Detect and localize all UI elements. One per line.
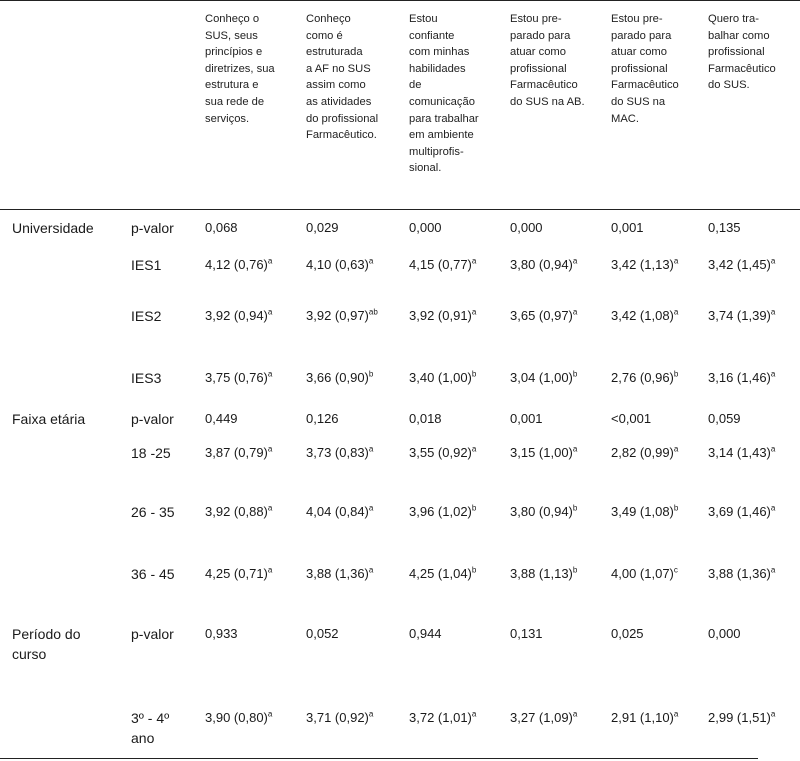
cell-value: 0,029 — [306, 220, 339, 235]
table-cell — [611, 624, 644, 644]
cell-superscript: a — [770, 444, 776, 454]
cell-value: 3,92 (0,91) — [409, 308, 472, 323]
table-cell — [708, 409, 741, 429]
header-line: balhar como — [708, 29, 770, 42]
cell-value: 3,80 (0,94) — [510, 257, 573, 272]
header-line: Estou pre- — [510, 13, 562, 25]
cell-superscript: a — [572, 444, 578, 454]
cell-value: 4,25 (1,04) — [409, 566, 472, 581]
cell-value: 3,55 (0,92) — [409, 445, 472, 460]
cell-value: 3,80 (0,94) — [510, 504, 573, 519]
header-line: habilidades — [409, 62, 466, 75]
cell-value: 3,92 (0,88) — [205, 504, 268, 519]
header-line: para trabalhar — [409, 112, 479, 125]
header-line: atuar como — [510, 46, 566, 59]
table-cell — [306, 708, 373, 728]
cell-superscript: a — [267, 503, 273, 513]
cell-superscript: b — [471, 369, 477, 379]
group-label-line: Período do — [12, 626, 81, 642]
row-label-line: 26 - 35 — [131, 504, 175, 520]
table-cell — [205, 255, 272, 275]
header-line: como é — [306, 29, 343, 42]
column-header — [409, 11, 479, 177]
cell-value: 0,052 — [306, 626, 339, 641]
table-cell — [510, 564, 577, 584]
table-cell — [409, 255, 476, 275]
table-cell — [708, 564, 775, 584]
table-cell — [205, 409, 238, 429]
cell-value: 2,99 (1,51) — [708, 710, 771, 725]
cell-superscript: a — [770, 307, 776, 317]
row-label — [131, 708, 169, 748]
table-cell — [611, 708, 678, 728]
cell-value: 0,025 — [611, 626, 644, 641]
cell-superscript: a — [267, 307, 273, 317]
cell-superscript: a — [368, 565, 374, 575]
table-cell — [708, 708, 775, 728]
table-cell — [205, 368, 272, 388]
cell-superscript: b — [673, 369, 679, 379]
cell-superscript: b — [572, 369, 578, 379]
cell-value: 3,14 (1,43) — [708, 445, 771, 460]
table-cell — [205, 306, 272, 326]
cell-value: 4,25 (0,71) — [205, 566, 268, 581]
row-label — [131, 502, 175, 522]
cell-value: 0,933 — [205, 626, 238, 641]
cell-value: 0,000 — [708, 626, 741, 641]
header-line: Conheço — [306, 13, 351, 25]
cell-value: 3,87 (0,79) — [205, 445, 268, 460]
cell-value: 3,15 (1,00) — [510, 445, 573, 460]
header-line: de — [409, 79, 422, 92]
cell-value: 3,72 (1,01) — [409, 710, 472, 725]
cell-value: 3,42 (1,13) — [611, 257, 674, 272]
cell-value: <0,001 — [611, 411, 652, 426]
table-cell — [306, 624, 339, 644]
header-line: Farmacêutico — [510, 79, 578, 92]
bottom-rule — [0, 758, 758, 759]
cell-value: 3,75 (0,76) — [205, 370, 268, 385]
cell-value: 0,000 — [409, 220, 442, 235]
table-cell — [409, 708, 476, 728]
table-cell — [611, 443, 678, 463]
column-header — [708, 11, 776, 94]
table-cell — [205, 502, 272, 522]
cell-superscript: b — [673, 503, 679, 513]
table-cell — [510, 443, 577, 463]
header-line: serviços. — [205, 112, 250, 125]
cell-value: 4,10 (0,63) — [306, 257, 369, 272]
row-label-line: IES2 — [131, 308, 162, 324]
cell-value: 3,66 (0,90) — [306, 370, 369, 385]
header-line: do SUS na — [611, 95, 666, 108]
cell-superscript: a — [267, 256, 273, 266]
table-cell — [306, 306, 378, 326]
cell-value: 0,944 — [409, 626, 442, 641]
cell-value: 3,73 (0,83) — [306, 445, 369, 460]
cell-value: 3,96 (1,02) — [409, 504, 472, 519]
table-cell — [306, 218, 339, 238]
table-cell — [708, 368, 775, 388]
cell-value: 3,27 (1,09) — [510, 710, 573, 725]
group-label-line: Universidade — [12, 220, 94, 236]
header-line: assim como — [306, 79, 366, 92]
table-cell — [205, 218, 238, 238]
cell-value: 3,74 (1,39) — [708, 308, 771, 323]
table-cell — [708, 443, 775, 463]
cell-superscript: a — [471, 444, 477, 454]
cell-superscript: a — [267, 709, 273, 719]
column-header — [611, 11, 679, 127]
table-cell — [510, 306, 577, 326]
header-line: profissional — [611, 62, 668, 75]
cell-value: 3,88 (1,36) — [708, 566, 771, 581]
table-cell — [409, 502, 476, 522]
row-label-line: IES3 — [131, 370, 162, 386]
row-label — [131, 368, 161, 388]
cell-superscript: b — [368, 369, 374, 379]
cell-value: 3,49 (1,08) — [611, 504, 674, 519]
header-line: princípios e — [205, 46, 263, 59]
cell-value: 3,42 (1,45) — [708, 257, 771, 272]
cell-superscript: a — [368, 709, 374, 719]
cell-superscript: a — [770, 709, 776, 719]
table-cell — [306, 564, 373, 584]
group-label-line: curso — [12, 646, 47, 662]
row-label-line: ano — [131, 730, 155, 746]
header-line: confiante — [409, 29, 455, 42]
column-header — [205, 11, 275, 127]
table-cell — [205, 708, 272, 728]
table-cell — [510, 255, 577, 275]
cell-superscript: a — [267, 565, 273, 575]
cell-value: 0,001 — [611, 220, 644, 235]
cell-value: 3,69 (1,46) — [708, 504, 771, 519]
group-label-line: Faixa etária — [12, 411, 86, 427]
table-cell — [510, 409, 543, 429]
cell-superscript: a — [471, 709, 477, 719]
cell-value: 3,04 (1,00) — [510, 370, 573, 385]
row-label-line: IES1 — [131, 257, 162, 273]
row-label — [131, 306, 161, 326]
header-line: Quero tra- — [708, 13, 759, 25]
header-line: parado para — [510, 29, 571, 42]
table-cell — [510, 708, 577, 728]
cell-superscript: b — [471, 503, 477, 513]
cell-superscript: a — [368, 256, 374, 266]
row-label — [131, 255, 161, 275]
header-line: SUS, seus — [205, 29, 258, 42]
cell-value: 3,40 (1,00) — [409, 370, 472, 385]
cell-value: 3,92 (0,94) — [205, 308, 268, 323]
cell-superscript: a — [770, 565, 776, 575]
table-cell — [306, 502, 373, 522]
cell-superscript: a — [673, 709, 679, 719]
header-line: Farmacêutico — [611, 79, 679, 92]
header-line: comunicação — [409, 95, 475, 108]
cell-value: 0,131 — [510, 626, 543, 641]
cell-value: 4,15 (0,77) — [409, 257, 472, 272]
header-line: multiprofis- — [409, 145, 464, 158]
header-line: atuar como — [611, 46, 667, 59]
row-label — [131, 564, 175, 584]
cell-value: 4,12 (0,76) — [205, 257, 268, 272]
column-header — [510, 11, 585, 111]
table-cell — [611, 409, 651, 429]
cell-value: 3,88 (1,36) — [306, 566, 369, 581]
cell-value: 3,90 (0,80) — [205, 710, 268, 725]
top-rule — [0, 0, 800, 1]
header-line: Estou — [409, 13, 438, 25]
row-label-line: p-valor — [131, 411, 174, 427]
row-label — [131, 443, 171, 463]
cell-superscript: a — [673, 307, 679, 317]
cell-value: 4,00 (1,07) — [611, 566, 674, 581]
header-line: sional. — [409, 162, 442, 175]
header-line: diretrizes, sua — [205, 62, 275, 75]
cell-value: 0,001 — [510, 411, 543, 426]
row-label-line: p-valor — [131, 220, 174, 236]
cell-superscript: a — [471, 256, 477, 266]
header-line: do SUS na AB. — [510, 95, 585, 108]
cell-value: 3,65 (0,97) — [510, 308, 573, 323]
cell-superscript: ab — [368, 307, 378, 317]
header-line: Farmacêutico. — [306, 129, 377, 142]
row-label — [131, 624, 174, 644]
header-line: com minhas — [409, 46, 470, 59]
cell-superscript: b — [572, 503, 578, 513]
cell-value: 0,068 — [205, 220, 238, 235]
table-cell — [708, 255, 775, 275]
table-cell — [611, 502, 678, 522]
table-cell — [611, 368, 678, 388]
cell-superscript: a — [572, 709, 578, 719]
header-line: a AF no SUS — [306, 62, 371, 75]
cell-superscript: a — [770, 369, 776, 379]
header-line: Conheço o — [205, 13, 260, 25]
header-line: do profissional — [306, 112, 379, 125]
header-line: MAC. — [611, 112, 639, 125]
cell-value: 2,76 (0,96) — [611, 370, 674, 385]
table-cell — [611, 255, 678, 275]
cell-value: 0,449 — [205, 411, 238, 426]
group-label — [12, 624, 81, 664]
cell-value: 2,91 (1,10) — [611, 710, 674, 725]
cell-value: 4,04 (0,84) — [306, 504, 369, 519]
table-cell — [708, 218, 741, 238]
cell-value: 3,88 (1,13) — [510, 566, 573, 581]
table-cell — [708, 502, 775, 522]
cell-superscript: a — [673, 256, 679, 266]
group-label — [12, 409, 85, 429]
cell-value: 3,42 (1,08) — [611, 308, 674, 323]
table-cell — [611, 218, 644, 238]
table-cell — [409, 218, 442, 238]
header-line: do SUS. — [708, 79, 750, 92]
table-cell — [306, 409, 339, 429]
group-label — [12, 218, 94, 238]
table-cell — [409, 624, 442, 644]
cell-value: 3,92 (0,97) — [306, 308, 369, 323]
table-cell — [205, 624, 238, 644]
table-cell — [205, 564, 272, 584]
row-label — [131, 218, 174, 238]
header-line: estrutura e — [205, 79, 259, 92]
cell-superscript: b — [572, 565, 578, 575]
table-cell — [708, 306, 775, 326]
header-line: as atividades — [306, 95, 372, 108]
cell-superscript: a — [368, 444, 374, 454]
table-cell — [306, 255, 373, 275]
header-line: parado para — [611, 29, 672, 42]
table-cell — [409, 564, 476, 584]
cell-superscript: a — [572, 307, 578, 317]
cell-value: 2,82 (0,99) — [611, 445, 674, 460]
header-line: em ambiente — [409, 129, 474, 142]
header-line: profissional — [708, 46, 765, 59]
header-line: Estou pre- — [611, 13, 663, 25]
header-rule — [0, 209, 800, 210]
cell-superscript: c — [673, 565, 678, 575]
column-header — [306, 11, 378, 144]
table-cell — [611, 564, 678, 584]
cell-value: 3,71 (0,92) — [306, 710, 369, 725]
cell-superscript: a — [267, 369, 273, 379]
row-label-line: 36 - 45 — [131, 566, 175, 582]
header-line: profissional — [510, 62, 567, 75]
table-cell — [306, 368, 373, 388]
cell-superscript: a — [770, 503, 776, 513]
table-cell — [409, 409, 442, 429]
table-cell — [409, 368, 476, 388]
cell-superscript: a — [471, 307, 477, 317]
cell-value: 0,135 — [708, 220, 741, 235]
cell-superscript: a — [673, 444, 679, 454]
cell-value: 0,000 — [510, 220, 543, 235]
table-cell — [708, 624, 741, 644]
row-label-line: p-valor — [131, 626, 174, 642]
table-cell — [510, 502, 577, 522]
cell-superscript: b — [471, 565, 477, 575]
header-line: sua rede de — [205, 95, 265, 108]
table-cell — [611, 306, 678, 326]
cell-value: 0,018 — [409, 411, 442, 426]
cell-superscript: a — [770, 256, 776, 266]
cell-superscript: a — [267, 444, 273, 454]
table-cell — [409, 443, 476, 463]
table-cell — [510, 624, 543, 644]
cell-superscript: a — [572, 256, 578, 266]
table-cell — [510, 368, 577, 388]
header-line: Farmacêutico — [708, 62, 776, 75]
cell-value: 0,059 — [708, 411, 741, 426]
table-cell — [409, 306, 476, 326]
table-cell — [205, 443, 272, 463]
header-line: estruturada — [306, 46, 363, 59]
row-label-line: 18 -25 — [131, 445, 171, 461]
table-cell — [510, 218, 543, 238]
cell-superscript: a — [368, 503, 374, 513]
row-label-line: 3º - 4º — [131, 710, 170, 726]
row-label — [131, 409, 174, 429]
table-cell — [306, 443, 373, 463]
cell-value: 3,16 (1,46) — [708, 370, 771, 385]
cell-value: 0,126 — [306, 411, 339, 426]
